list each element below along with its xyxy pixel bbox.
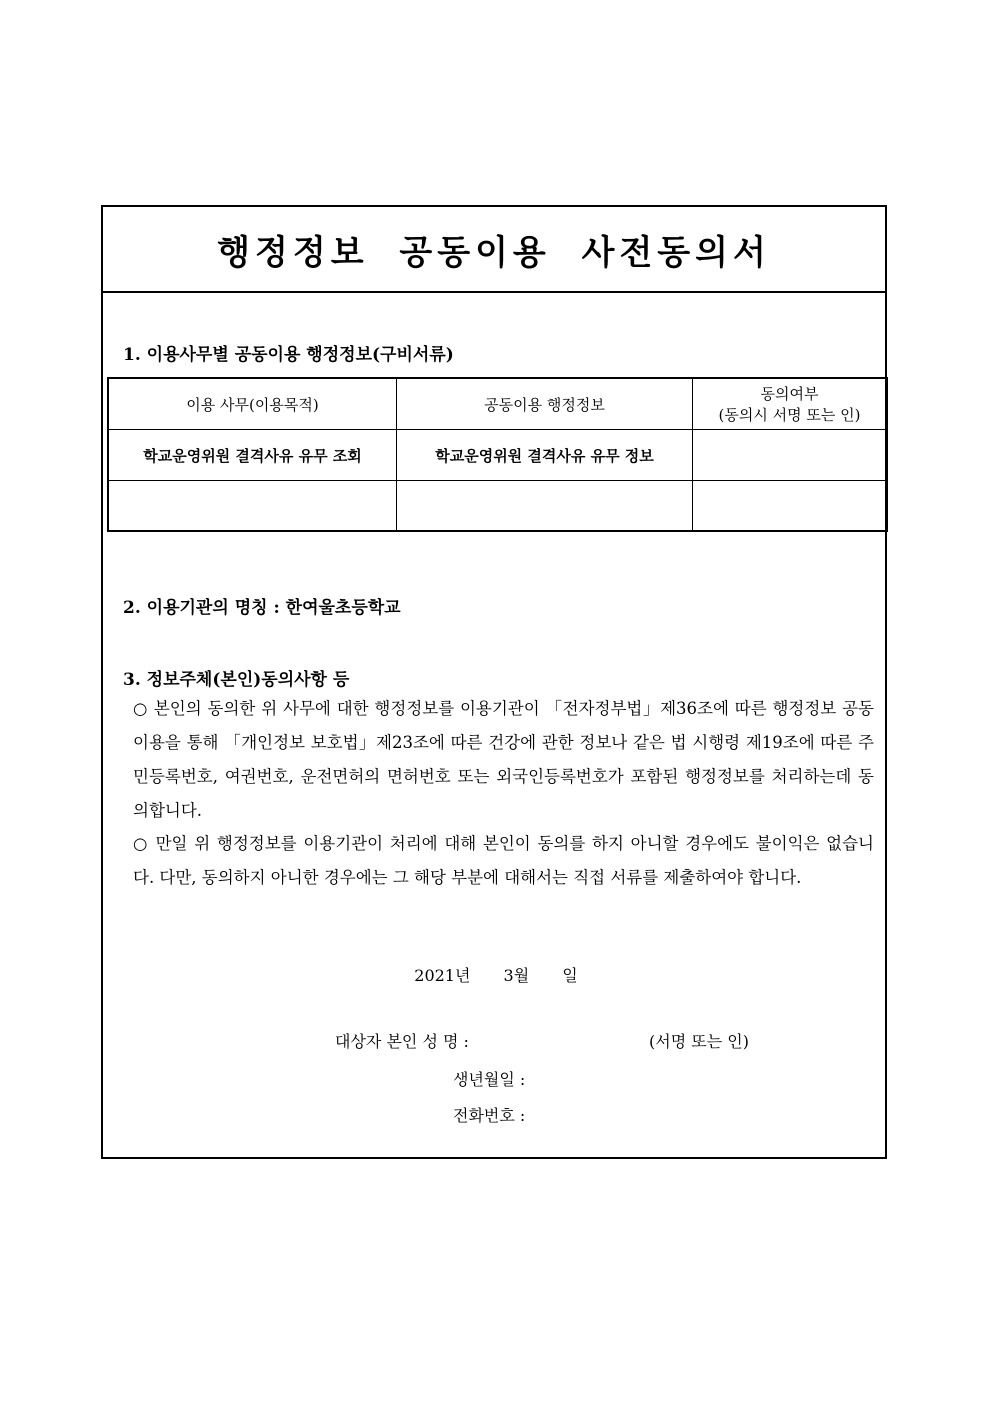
header-consent-note: (동의시 서명 또는 인) — [718, 406, 861, 424]
header-consent — [693, 378, 888, 430]
consent-paragraph-2: ○ 만일 위 행정정보를 이용기관이 처리에 대해 본인이 동의를 하지 아니할 경우에도 불이익은 없습니다. 다만, 동의하지 아니한 경우에는 그 해당 부분에 대해서는 직접 서류를 제출하여야 합니다. — [133, 834, 874, 887]
cell-info: 학교운영위원 결격사유 유무 정보 — [397, 430, 693, 481]
section2-heading: 2. 이용기관의 명칭 : 한여울초등학교 — [123, 598, 401, 618]
header-purpose: 이용 사무(이용목적) — [108, 378, 397, 430]
consent-paragraph-1: ○ 본인의 동의한 위 사무에 대한 행정정보를 이용기관이 「전자정부법」제36조에 따른 행정정보 공동이용을 통해 「개인정보 보호법」제23조에 따른 건강에 관한 정보나 같은 법 시행령 제19조에 따른 주민등록번호, 여권번호, 운전면허의 면허번호 또는 외국인등록번호가 포함된 행정정보를 처리하는데 동의합니다. — [133, 699, 874, 820]
cell-consent-sign[interactable] — [693, 430, 888, 481]
title-row — [103, 207, 885, 293]
date-line: 2021년 3월 일 — [414, 966, 578, 985]
header-info: 공동이용 행정정보 — [397, 378, 693, 430]
consent-form-frame — [101, 205, 887, 1159]
table-row — [108, 430, 887, 481]
page-title: 행정정보 공동이용 사전동의서 — [217, 232, 771, 273]
table-row — [108, 481, 887, 532]
cell-consent-sign[interactable] — [693, 481, 888, 532]
info-table — [107, 377, 888, 532]
cell-purpose: 학교운영위원 결격사유 유무 조회 — [108, 430, 397, 481]
table-header-row — [108, 378, 887, 430]
name-label: 대상자 본인 성 명 : — [335, 1032, 469, 1051]
section1-heading: 1. 이용사무별 공동이용 행정정보(구비서류) — [123, 345, 454, 365]
seal-note: (서명 또는 인) — [649, 1032, 749, 1051]
cell-info[interactable] — [397, 481, 693, 532]
section3-heading: 3. 정보주체(본인)동의사항 등 — [123, 670, 350, 690]
header-consent-label: 동의여부 — [760, 385, 819, 403]
phone-label: 전화번호 : — [453, 1106, 526, 1125]
birth-label: 생년월일 : — [453, 1070, 526, 1089]
cell-purpose[interactable] — [108, 481, 397, 532]
